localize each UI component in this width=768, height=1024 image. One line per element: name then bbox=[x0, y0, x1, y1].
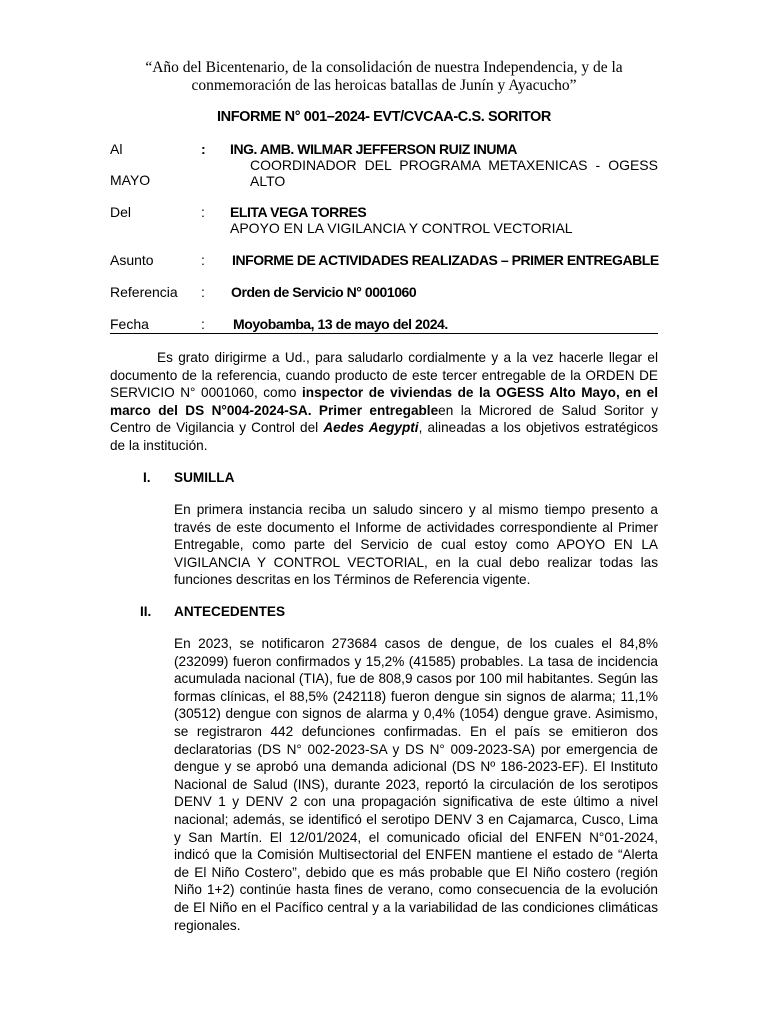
from-colon: : bbox=[201, 204, 205, 220]
reference-label: Referencia bbox=[110, 284, 178, 300]
intro-bold: inspector de viviendas de la OGESS Alto Mayo, en el marco del DS N°004-2024-SA. Primer entregable bbox=[110, 385, 658, 418]
from-role: APOYO EN LA VIGILANCIA Y CONTROL VECTORIAL bbox=[230, 220, 573, 236]
header-divider bbox=[110, 333, 658, 334]
date-label: Fecha bbox=[110, 316, 149, 332]
section-2-title: ANTECEDENTES bbox=[174, 604, 286, 619]
to-name: ING. AMB. WILMAR JEFFERSON RUIZ INUMA bbox=[230, 141, 517, 157]
subject-colon: : bbox=[201, 252, 205, 268]
section-1-body: En primera instancia reciba un saludo sincero y al mismo tiempo presento a través de este documento el Informe de actividades correspondiente al Primer Entregable, como parte del Servicio de cual estoy como APOYO EN LA VIGILANCIA Y CONTROL VECTORIAL, en la cual debo realizar todas las funciones descritas en los Términos de Referencia vigente. bbox=[174, 502, 658, 588]
intro-text-2: en la Microred de Salud Soritor y Centro de Vigilancia y Control del bbox=[110, 402, 658, 436]
date-value: Moyobamba, 13 de mayo del 2024. bbox=[233, 316, 448, 332]
from-label: Del bbox=[110, 204, 132, 220]
to-role-line2: MAYO bbox=[110, 172, 151, 188]
to-role-line1: COORDINADOR DEL PROGRAMA METAXENICAS - OGESS ALTO bbox=[250, 157, 658, 189]
date-colon: : bbox=[201, 316, 205, 332]
intro-text-3: , alineadas a los objetivos estratégicos de la institución. bbox=[110, 420, 659, 453]
intro-text-1: Es grato dirigirme a Ud., para saludarlo cordialmente y a la vez hacerle llegar el documento de la referencia, cuando producto de este tercer entregable de la ORDEN DE SERVICIO N° 0001060, como bbox=[110, 350, 658, 401]
to-label: Al bbox=[110, 141, 123, 157]
report-title: INFORME N° 001–2024- EVT/CVCAA-C.S. SORITOR bbox=[217, 109, 551, 125]
subject-label: Asunto bbox=[110, 252, 154, 268]
section-2-body: En 2023, se notificaron 273684 casos de dengue, de los cuales el 84,8% (232099) fueron confirmados y 15,2% (41585) probables. La tasa de incidencia acumulada nacional (TIA), fue de 808,9 casos por 100 mil habitantes. Según las formas clínicas, el 88,5% (242118) fueron dengue sin signos de alarma; 11,1% (30512) dengue con signos de alarma y 0,4% (1054) dengue grave. Asimismo, se registraron 442 defunciones confirmadas. En el país se emitieron dos declaratorias (DS N° 002-2023-SA y DS N° 009-2023-SA) por emergencia de dengue y se aprobó una demanda adicional (DS Nº 186-2023-EF). El Instituto Nacional de Salud (INS), durante 2023, reportó la circulación de los serotipos DENV 1 y DENV 2 con una propagación significativa de este último a nivel nacional; además, se identificó el serotipo DENV 3 en Cajamarca, Cusco, Lima y San Martín. El 12/01/2024, el comunicado oficial del ENFEN N°01-2024, indicó que la Comisión Multisectorial del ENFEN mantiene el estado de “Alerta de El Niño Costero”, debido que es más probable que El Niño costero (región Niño 1+2) continúe hasta fines de verano, como consecuencia de la evolución de El Niño en el Pacífico central y a la variabilidad de las condiciones climáticas regionales. bbox=[174, 636, 658, 933]
intro-species: Aedes Aegypti bbox=[323, 420, 419, 436]
section-1-title: SUMILLA bbox=[174, 470, 235, 485]
year-motto: “Año del Bicentenario, de la consolidación de nuestra Independencia, y de la conmemoración de las heroicas batallas de Junín y Ayacucho” bbox=[145, 59, 623, 94]
to-colon: : bbox=[201, 141, 206, 157]
reference-colon: : bbox=[201, 284, 205, 300]
intro-paragraph bbox=[110, 349, 658, 455]
from-name: ELITA VEGA TORRES bbox=[230, 204, 367, 220]
section-2-numeral: II. bbox=[140, 604, 152, 619]
reference-value: Orden de Servicio N° 0001060 bbox=[231, 284, 417, 300]
section-1-numeral: I. bbox=[143, 470, 151, 485]
subject-value: INFORME DE ACTIVIDADES REALIZADAS – PRIMER ENTREGABLE bbox=[232, 252, 659, 268]
